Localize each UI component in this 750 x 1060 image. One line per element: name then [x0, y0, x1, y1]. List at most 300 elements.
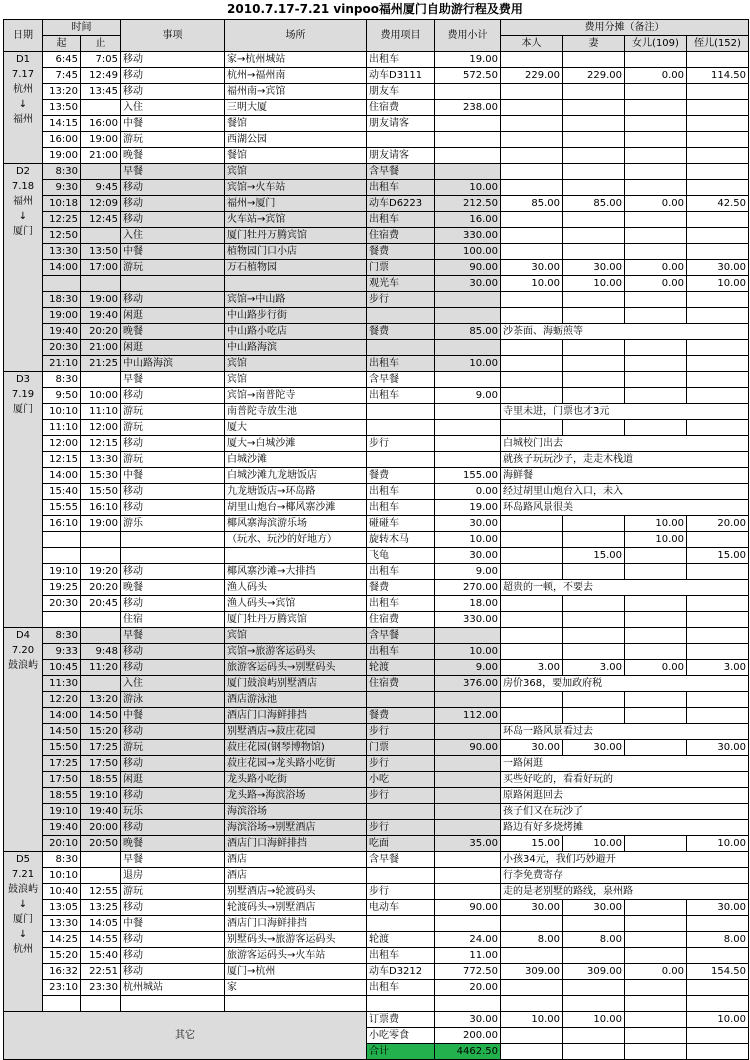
cell-subtotal[interactable]: 90.00 [435, 900, 501, 916]
cell-end[interactable]: 16:00 [81, 116, 121, 132]
cell-end[interactable]: 21:00 [81, 340, 121, 356]
cell-start[interactable]: 10:10 [43, 868, 81, 884]
cell-fee-type[interactable]: 朋友车 [367, 84, 435, 100]
cell-item[interactable]: 中餐 [121, 116, 225, 132]
cell-subtotal[interactable]: 19.00 [435, 500, 501, 516]
cell-daughter[interactable]: 0.00 [625, 964, 687, 980]
cell-daughter[interactable] [625, 836, 687, 852]
cell-self[interactable] [501, 100, 563, 116]
cell-self[interactable] [501, 180, 563, 196]
cell-self[interactable] [501, 212, 563, 228]
col-header-wife[interactable]: 妻 [563, 36, 625, 52]
cell-wife[interactable] [563, 132, 625, 148]
cell-subtotal[interactable] [435, 852, 501, 868]
cell-niece[interactable]: 114.50 [687, 68, 749, 84]
cell-start[interactable] [43, 612, 81, 628]
cell-subtotal[interactable]: 10.00 [435, 644, 501, 660]
cell-end[interactable] [81, 548, 121, 564]
cell-place[interactable]: 菽庄花园→龙头路小吃街 [225, 756, 367, 772]
cell-start[interactable]: 19:40 [43, 324, 81, 340]
col-header-item[interactable]: 事项 [121, 20, 225, 52]
cell-item[interactable]: 移动 [121, 292, 225, 308]
total-fee-type[interactable]: 合计 [367, 1044, 435, 1060]
cell-start[interactable]: 12:25 [43, 212, 81, 228]
cell-place[interactable]: 酒店门口海鲜排挡 [225, 916, 367, 932]
cell-item[interactable]: 晚餐 [121, 148, 225, 164]
cell-self[interactable] [501, 532, 563, 548]
cell-fee-type[interactable]: 电动车 [367, 900, 435, 916]
cell-niece[interactable] [687, 692, 749, 708]
cell-wife[interactable]: 229.00 [563, 68, 625, 84]
cell-niece[interactable]: 20.00 [687, 516, 749, 532]
cell-niece[interactable]: 3.00 [687, 660, 749, 676]
cell-subtotal[interactable]: 90.00 [435, 740, 501, 756]
cell-fee-type[interactable] [367, 340, 435, 356]
cell-daughter[interactable] [625, 900, 687, 916]
cell-wife[interactable] [563, 612, 625, 628]
cell-subtotal[interactable]: 772.50 [435, 964, 501, 980]
cell-note[interactable]: 环岛一路风景看过去 [501, 724, 749, 740]
cell-self[interactable] [501, 548, 563, 564]
cell-place[interactable]: （玩水、玩沙的好地方） [225, 532, 367, 548]
cell-daughter[interactable] [625, 692, 687, 708]
cell-self[interactable] [501, 612, 563, 628]
cell-end[interactable] [81, 532, 121, 548]
cell-start[interactable]: 18:30 [43, 292, 81, 308]
cell-end[interactable]: 7:05 [81, 52, 121, 68]
cell-self[interactable] [501, 116, 563, 132]
total-wife[interactable] [563, 1044, 625, 1060]
cell-subtotal[interactable]: 9.00 [435, 660, 501, 676]
cell-niece[interactable] [687, 612, 749, 628]
cell-item[interactable]: 移动 [121, 948, 225, 964]
cell-start[interactable]: 13:30 [43, 244, 81, 260]
cell-item[interactable]: 移动 [121, 660, 225, 676]
cell-start[interactable]: 10:40 [43, 884, 81, 900]
cell-niece[interactable]: 154.50 [687, 964, 749, 980]
cell-place[interactable]: 厦门→杭州 [225, 964, 367, 980]
cell-note[interactable]: 小孩34元，我们巧妙避开 [501, 852, 749, 868]
cell-place[interactable]: 西湖公园 [225, 132, 367, 148]
cell-start[interactable]: 14:50 [43, 724, 81, 740]
cell-end[interactable]: 21:00 [81, 148, 121, 164]
cell-item[interactable]: 中餐 [121, 468, 225, 484]
cell-fee-type[interactable]: 出租车 [367, 500, 435, 516]
cell-daughter[interactable] [625, 628, 687, 644]
cell-daughter[interactable] [625, 548, 687, 564]
cell-note[interactable]: 原路闲逛回去 [501, 788, 749, 804]
cell-self[interactable] [501, 692, 563, 708]
cell-end[interactable] [81, 372, 121, 388]
cell-wife[interactable] [563, 308, 625, 324]
cell-subtotal[interactable]: 30.00 [435, 516, 501, 532]
cell-item[interactable] [121, 548, 225, 564]
cell-subtotal[interactable] [435, 788, 501, 804]
cell-end[interactable]: 23:30 [81, 980, 121, 996]
cell-item[interactable]: 移动 [121, 84, 225, 100]
cell-subtotal[interactable]: 330.00 [435, 612, 501, 628]
cell-item[interactable]: 移动 [121, 644, 225, 660]
cell-fee-type[interactable]: 出租车 [367, 356, 435, 372]
cell-start[interactable]: 13:30 [43, 916, 81, 932]
cell-start[interactable]: 9:33 [43, 644, 81, 660]
cell-start[interactable]: 11:10 [43, 420, 81, 436]
cell-fee-type[interactable]: 轮渡 [367, 932, 435, 948]
cell-subtotal[interactable] [435, 692, 501, 708]
cell-niece[interactable] [687, 132, 749, 148]
cell-daughter[interactable] [625, 948, 687, 964]
cell-subtotal[interactable]: 112.00 [435, 708, 501, 724]
cell-fee-type[interactable]: 步行 [367, 292, 435, 308]
cell-item[interactable]: 移动 [121, 68, 225, 84]
cell-niece[interactable] [687, 148, 749, 164]
cell-daughter[interactable] [625, 212, 687, 228]
cell-niece[interactable]: 15.00 [687, 548, 749, 564]
cell-place[interactable]: 火车站→宾馆 [225, 212, 367, 228]
cell-niece[interactable] [687, 180, 749, 196]
cell-place[interactable]: 厦大→白城沙滩 [225, 436, 367, 452]
cell-fee-type[interactable]: 出租车 [367, 596, 435, 612]
cell-place[interactable]: 中山路步行街 [225, 308, 367, 324]
day-cell[interactable] [4, 628, 43, 852]
cell-place[interactable]: 宾馆 [225, 356, 367, 372]
cell-end[interactable]: 13:25 [81, 900, 121, 916]
cell-place[interactable]: 福州南→宾馆 [225, 84, 367, 100]
cell-item[interactable]: 闲逛 [121, 340, 225, 356]
cell-wife[interactable] [563, 644, 625, 660]
cell-end[interactable]: 19:00 [81, 132, 121, 148]
cell-fee-type[interactable]: 餐费 [367, 468, 435, 484]
cell-place[interactable]: 海滨浴场 [225, 804, 367, 820]
cell-wife[interactable] [563, 948, 625, 964]
cell-subtotal[interactable] [435, 148, 501, 164]
cell-fee-type[interactable]: 出租车 [367, 484, 435, 500]
cell-fee-type[interactable]: 步行 [367, 788, 435, 804]
cell-item[interactable]: 游玩 [121, 404, 225, 420]
cell-fee-type[interactable]: 步行 [367, 756, 435, 772]
cell-subtotal[interactable] [435, 164, 501, 180]
cell-item[interactable]: 移动 [121, 820, 225, 836]
col-header-niece[interactable]: 侄儿(152) [687, 36, 749, 52]
cell-niece[interactable] [687, 116, 749, 132]
cell-niece[interactable] [687, 52, 749, 68]
cell-daughter[interactable] [625, 100, 687, 116]
cell-note[interactable]: 白城校门出去 [501, 436, 749, 452]
cell-place[interactable]: 植物园门口小店 [225, 244, 367, 260]
other-daughter[interactable] [625, 1028, 687, 1044]
cell-daughter[interactable] [625, 180, 687, 196]
cell-subtotal[interactable] [435, 404, 501, 420]
cell-end[interactable]: 19:40 [81, 804, 121, 820]
cell-start[interactable]: 13:20 [43, 84, 81, 100]
cell-item[interactable]: 游泳 [121, 692, 225, 708]
cell-fee-type[interactable]: 出租车 [367, 948, 435, 964]
cell-note[interactable]: 一路闲逛 [501, 756, 749, 772]
cell-daughter[interactable] [625, 916, 687, 932]
cell-self[interactable] [501, 308, 563, 324]
cell-start[interactable]: 11:30 [43, 676, 81, 692]
cell-item[interactable]: 入住 [121, 228, 225, 244]
cell-subtotal[interactable]: 376.00 [435, 676, 501, 692]
cell-subtotal[interactable] [435, 84, 501, 100]
cell-self[interactable] [501, 596, 563, 612]
cell-item[interactable]: 游玩 [121, 884, 225, 900]
cell-fee-type[interactable]: 含早餐 [367, 628, 435, 644]
cell-fee-type[interactable]: 含早餐 [367, 372, 435, 388]
cell-end[interactable]: 12:00 [81, 420, 121, 436]
cell-item[interactable]: 移动 [121, 724, 225, 740]
cell-subtotal[interactable] [435, 996, 501, 1012]
cell-niece[interactable] [687, 372, 749, 388]
cell-fee-type[interactable]: 住宿费 [367, 228, 435, 244]
cell-item[interactable]: 入住 [121, 100, 225, 116]
cell-self[interactable] [501, 84, 563, 100]
cell-subtotal[interactable]: 16.00 [435, 212, 501, 228]
cell-subtotal[interactable]: 100.00 [435, 244, 501, 260]
cell-end[interactable]: 11:10 [81, 404, 121, 420]
cell-niece[interactable]: 10.00 [687, 836, 749, 852]
cell-daughter[interactable]: 0.00 [625, 196, 687, 212]
cell-self[interactable] [501, 164, 563, 180]
cell-fee-type[interactable]: 步行 [367, 820, 435, 836]
cell-subtotal[interactable]: 212.50 [435, 196, 501, 212]
cell-start[interactable]: 19:00 [43, 308, 81, 324]
cell-niece[interactable] [687, 388, 749, 404]
cell-start[interactable]: 15:55 [43, 500, 81, 516]
cell-self[interactable] [501, 708, 563, 724]
cell-wife[interactable] [563, 164, 625, 180]
cell-fee-type[interactable]: 旋转木马 [367, 532, 435, 548]
cell-subtotal[interactable] [435, 724, 501, 740]
cell-start[interactable]: 19:10 [43, 564, 81, 580]
cell-place[interactable]: 福州→厦门 [225, 196, 367, 212]
cell-start[interactable]: 16:00 [43, 132, 81, 148]
cell-wife[interactable] [563, 228, 625, 244]
cell-end[interactable]: 19:20 [81, 564, 121, 580]
cell-subtotal[interactable] [435, 132, 501, 148]
cell-niece[interactable] [687, 244, 749, 260]
cell-self[interactable] [501, 372, 563, 388]
cell-place[interactable]: 宾馆→旅游客运码头 [225, 644, 367, 660]
cell-self[interactable] [501, 388, 563, 404]
other-wife[interactable]: 10.00 [563, 1012, 625, 1028]
cell-item[interactable]: 住宿 [121, 612, 225, 628]
cell-end[interactable]: 19:00 [81, 292, 121, 308]
cell-subtotal[interactable]: 30.00 [435, 548, 501, 564]
cell-self[interactable] [501, 916, 563, 932]
cell-note[interactable]: 海鲜餐 [501, 468, 749, 484]
cell-place[interactable]: 酒店门口海鲜排挡 [225, 836, 367, 852]
cell-end[interactable]: 16:10 [81, 500, 121, 516]
cell-item[interactable]: 入住 [121, 676, 225, 692]
cell-start[interactable]: 15:50 [43, 740, 81, 756]
cell-place[interactable]: 宾馆→中山路 [225, 292, 367, 308]
cell-niece[interactable] [687, 916, 749, 932]
cell-wife[interactable]: 309.00 [563, 964, 625, 980]
cell-end[interactable]: 15:50 [81, 484, 121, 500]
cell-self[interactable] [501, 996, 563, 1012]
cell-place[interactable] [225, 996, 367, 1012]
cell-item[interactable]: 移动 [121, 436, 225, 452]
cell-item[interactable]: 移动 [121, 212, 225, 228]
cell-fee-type[interactable]: 住宿费 [367, 676, 435, 692]
cell-item[interactable]: 游玩 [121, 420, 225, 436]
cell-fee-type[interactable]: 动车D3212 [367, 964, 435, 980]
cell-end[interactable]: 20:50 [81, 836, 121, 852]
cell-subtotal[interactable]: 90.00 [435, 260, 501, 276]
cell-start[interactable]: 8:30 [43, 852, 81, 868]
cell-subtotal[interactable] [435, 372, 501, 388]
cell-start[interactable]: 9:30 [43, 180, 81, 196]
cell-daughter[interactable] [625, 356, 687, 372]
cell-end[interactable]: 12:49 [81, 68, 121, 84]
cell-wife[interactable] [563, 692, 625, 708]
cell-wife[interactable] [563, 996, 625, 1012]
cell-self[interactable]: 30.00 [501, 740, 563, 756]
cell-item[interactable]: 中餐 [121, 916, 225, 932]
cell-note[interactable]: 路边有好多烧烤摊 [501, 820, 749, 836]
cell-end[interactable] [81, 228, 121, 244]
cell-note[interactable]: 房价368，要加政府税 [501, 676, 749, 692]
cell-place[interactable]: 厦门牡丹万腾宾馆 [225, 228, 367, 244]
cell-fee-type[interactable]: 餐费 [367, 324, 435, 340]
cell-daughter[interactable] [625, 132, 687, 148]
cell-item[interactable]: 移动 [121, 756, 225, 772]
cell-place[interactable]: 中山路海滨 [225, 340, 367, 356]
cell-note[interactable]: 孩子们又在玩沙了 [501, 804, 749, 820]
cell-end[interactable]: 20:20 [81, 580, 121, 596]
cell-start[interactable] [43, 996, 81, 1012]
cell-self[interactable] [501, 292, 563, 308]
cell-daughter[interactable]: 0.00 [625, 660, 687, 676]
cell-self[interactable]: 15.00 [501, 836, 563, 852]
cell-self[interactable] [501, 644, 563, 660]
cell-wife[interactable] [563, 420, 625, 436]
cell-place[interactable]: 厦门鼓浪屿别墅酒店 [225, 676, 367, 692]
cell-subtotal[interactable] [435, 420, 501, 436]
cell-start[interactable]: 10:18 [43, 196, 81, 212]
total-subtotal[interactable]: 4462.50 [435, 1044, 501, 1060]
cell-self[interactable] [501, 980, 563, 996]
cell-niece[interactable] [687, 532, 749, 548]
cell-end[interactable] [81, 164, 121, 180]
cell-place[interactable]: 南普陀寺放生池 [225, 404, 367, 420]
day-cell[interactable] [4, 164, 43, 372]
cell-subtotal[interactable] [435, 756, 501, 772]
cell-subtotal[interactable]: 9.00 [435, 388, 501, 404]
cell-daughter[interactable] [625, 996, 687, 1012]
cell-end[interactable]: 20:20 [81, 324, 121, 340]
cell-subtotal[interactable]: 155.00 [435, 468, 501, 484]
cell-niece[interactable]: 30.00 [687, 900, 749, 916]
cell-end[interactable] [81, 628, 121, 644]
cell-niece[interactable] [687, 980, 749, 996]
cell-item[interactable]: 中餐 [121, 708, 225, 724]
cell-daughter[interactable] [625, 148, 687, 164]
cell-wife[interactable]: 10.00 [563, 836, 625, 852]
cell-note[interactable]: 超贵的一顿，不要去 [501, 580, 749, 596]
cell-end[interactable] [81, 996, 121, 1012]
cell-start[interactable]: 16:32 [43, 964, 81, 980]
cell-place[interactable]: 家→杭州城站 [225, 52, 367, 68]
cell-fee-type[interactable]: 门票 [367, 260, 435, 276]
cell-item[interactable]: 早餐 [121, 852, 225, 868]
cell-fee-type[interactable] [367, 452, 435, 468]
cell-daughter[interactable]: 0.00 [625, 276, 687, 292]
cell-fee-type[interactable]: 餐费 [367, 244, 435, 260]
other-subtotal[interactable]: 30.00 [435, 1012, 501, 1028]
cell-subtotal[interactable]: 18.00 [435, 596, 501, 612]
cell-wife[interactable] [563, 212, 625, 228]
cell-niece[interactable] [687, 564, 749, 580]
cell-start[interactable]: 13:05 [43, 900, 81, 916]
cell-item[interactable]: 移动 [121, 52, 225, 68]
cell-place[interactable]: 宾馆 [225, 628, 367, 644]
cell-fee-type[interactable]: 步行 [367, 724, 435, 740]
cell-fee-type[interactable]: 住宿费 [367, 100, 435, 116]
cell-start[interactable]: 6:45 [43, 52, 81, 68]
cell-niece[interactable]: 42.50 [687, 196, 749, 212]
cell-daughter[interactable] [625, 292, 687, 308]
col-header-self[interactable]: 本人 [501, 36, 563, 52]
cell-daughter[interactable] [625, 164, 687, 180]
cell-item[interactable]: 移动 [121, 484, 225, 500]
cell-start[interactable]: 10:45 [43, 660, 81, 676]
cell-niece[interactable]: 8.00 [687, 932, 749, 948]
col-header-daughter[interactable]: 女儿(109) [625, 36, 687, 52]
cell-niece[interactable] [687, 420, 749, 436]
cell-place[interactable]: 中山路小吃店 [225, 324, 367, 340]
cell-end[interactable]: 12:45 [81, 212, 121, 228]
cell-item[interactable]: 中山路海滨 [121, 356, 225, 372]
cell-subtotal[interactable] [435, 340, 501, 356]
cell-end[interactable]: 17:00 [81, 260, 121, 276]
cell-end[interactable] [81, 100, 121, 116]
cell-item[interactable]: 移动 [121, 900, 225, 916]
cell-wife[interactable] [563, 356, 625, 372]
cell-start[interactable]: 21:10 [43, 356, 81, 372]
cell-self[interactable] [501, 516, 563, 532]
cell-subtotal[interactable]: 10.00 [435, 356, 501, 372]
cell-item[interactable]: 闲逛 [121, 772, 225, 788]
cell-end[interactable]: 15:20 [81, 724, 121, 740]
cell-subtotal[interactable] [435, 452, 501, 468]
col-header-split[interactable]: 费用分摊（备注） [501, 20, 749, 36]
cell-daughter[interactable]: 10.00 [625, 532, 687, 548]
cell-fee-type[interactable] [367, 308, 435, 324]
cell-end[interactable]: 19:10 [81, 788, 121, 804]
cell-fee-type[interactable] [367, 804, 435, 820]
cell-start[interactable]: 19:10 [43, 804, 81, 820]
cell-subtotal[interactable] [435, 772, 501, 788]
cell-subtotal[interactable]: 19.00 [435, 52, 501, 68]
cell-niece[interactable] [687, 100, 749, 116]
cell-daughter[interactable] [625, 740, 687, 756]
cell-start[interactable]: 12:20 [43, 692, 81, 708]
cell-fee-type[interactable]: 出租车 [367, 980, 435, 996]
cell-end[interactable]: 13:45 [81, 84, 121, 100]
cell-end[interactable] [81, 612, 121, 628]
cell-note[interactable]: 经过胡里山炮台入口，未入 [501, 484, 749, 500]
cell-wife[interactable] [563, 532, 625, 548]
col-header-fee-type[interactable]: 费用项目 [367, 20, 435, 52]
cell-place[interactable]: 万石植物园 [225, 260, 367, 276]
cell-daughter[interactable]: 10.00 [625, 516, 687, 532]
cell-end[interactable]: 21:25 [81, 356, 121, 372]
cell-start[interactable]: 8:30 [43, 628, 81, 644]
cell-niece[interactable] [687, 292, 749, 308]
cell-fee-type[interactable]: 出租车 [367, 388, 435, 404]
